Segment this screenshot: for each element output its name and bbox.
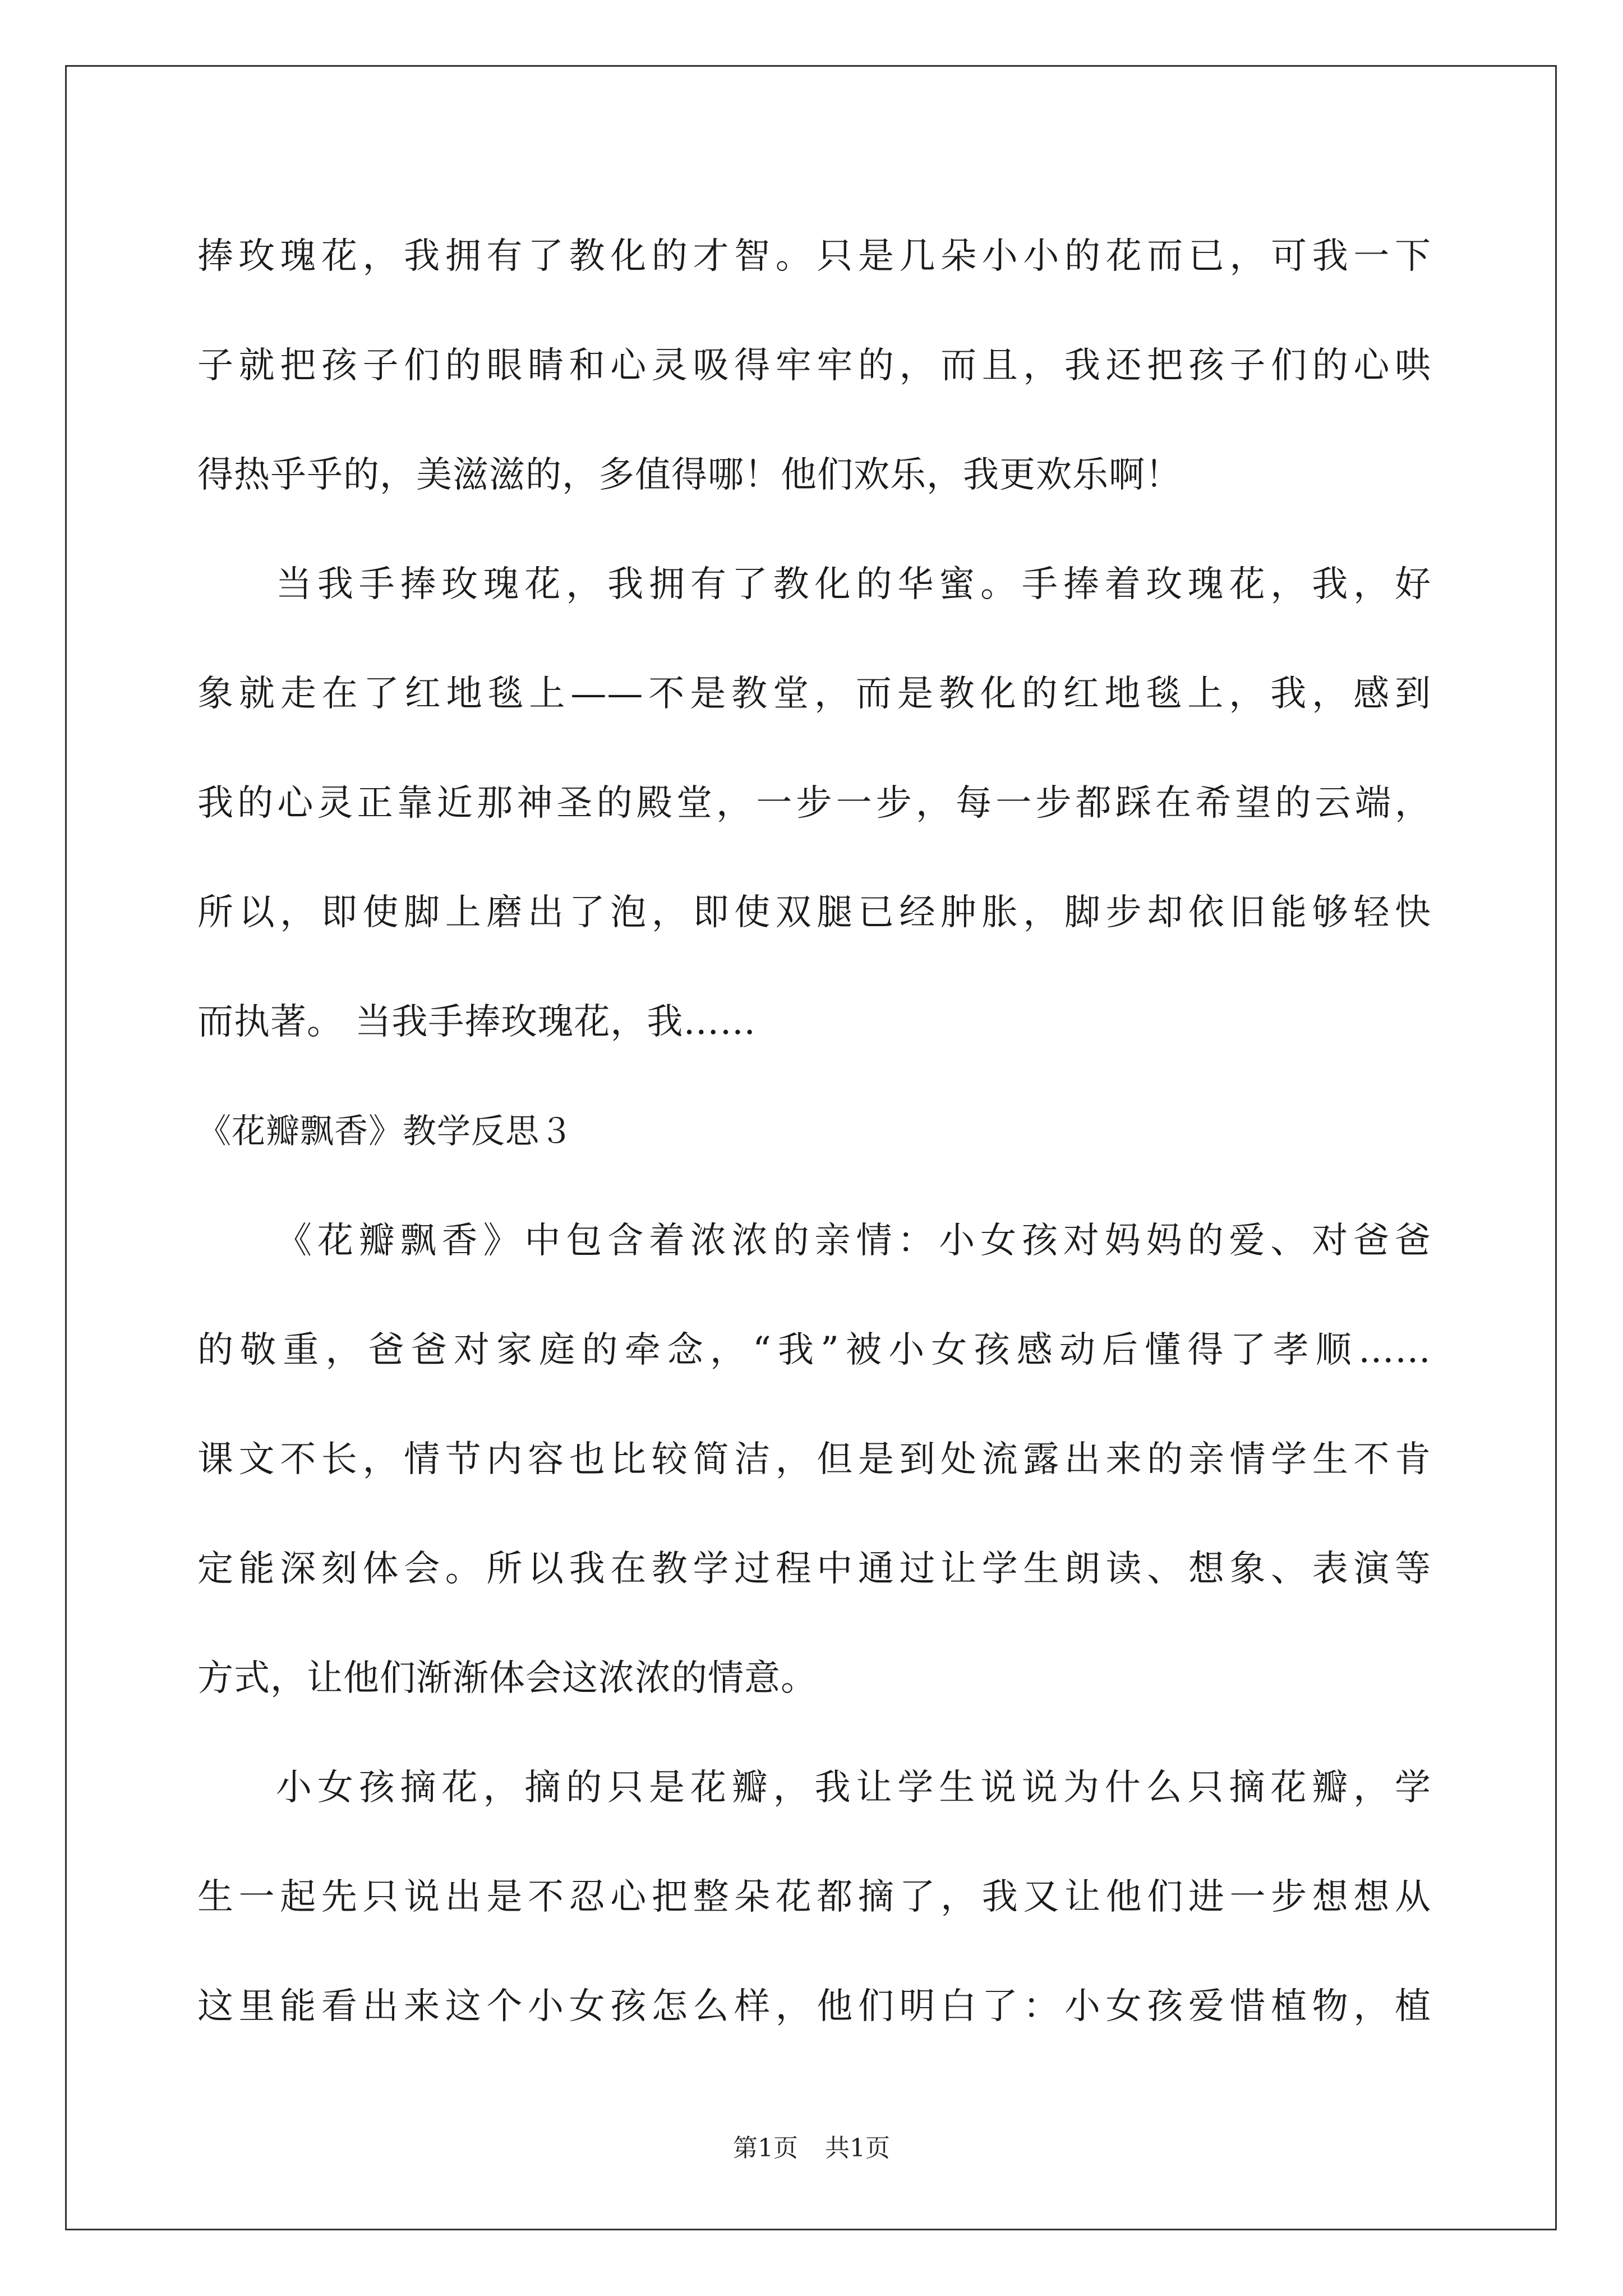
- text-line: 这里能看出来这个小女孩怎么样，他们明白了：小女孩爱惜植物，植: [197, 1986, 1431, 2027]
- page-number-current: 第1页: [733, 2134, 798, 2162]
- text-line: 得热乎乎的，美滋滋的，多值得哪！他们欢乐，我更欢乐啊！: [197, 454, 1182, 496]
- text-line: 定能深刻体会。所以我在教学过程中通过让学生朗读、想象、表演等: [197, 1548, 1431, 1590]
- text-line: 生一起先只说出是不忍心把整朵花都摘了，我又让他们进一步想想从: [197, 1876, 1431, 1918]
- text-line: 捧玫瑰花，我拥有了教化的才智。只是几朵小小的花而已，可我一下: [197, 236, 1431, 277]
- text-line: 而执著。 当我手捧玫瑰花，我……: [197, 1001, 757, 1043]
- text-line: 象就走在了红地毯上——不是教堂，而是教化的红地毯上，我，感到: [197, 673, 1431, 715]
- text-line: 课文不长，情节内容也比较简洁，但是到处流露出来的亲情学生不肯: [197, 1439, 1431, 1480]
- text-line: 我的心灵正靠近那神圣的殿堂，一步一步，每一步都踩在希望的云端，: [197, 783, 1431, 824]
- section-heading: 《花瓣飘香》教学反思３: [197, 1112, 574, 1151]
- text-line: 所以，即使脚上磨出了泡，即使双腿已经肿胀，脚步却依旧能够轻快: [197, 892, 1431, 933]
- document-body: [197, 202, 1431, 2062]
- page-number-total: 共1页: [825, 2134, 890, 2162]
- paragraph-start-line: 《花瓣飘香》中包含着浓浓的亲情：小女孩对妈妈的爱、对爸爸: [276, 1220, 1431, 1262]
- text-line: 的敬重，爸爸对家庭的牵念，“我”被小女孩感动后懂得了孝顺……: [197, 1329, 1431, 1371]
- text-line: 子就把孩子们的眼睛和心灵吸得牢牢的，而且，我还把孩子们的心哄: [197, 345, 1431, 386]
- paragraph-start-line: 小女孩摘花，摘的只是花瓣，我让学生说说为什么只摘花瓣，学: [276, 1767, 1431, 1809]
- text-line: 方式，让他们渐渐体会这浓浓的情意。: [197, 1658, 817, 1699]
- paragraph-start-line: 当我手捧玫瑰花，我拥有了教化的华蜜。手捧着玫瑰花，我，好: [276, 564, 1431, 605]
- page-footer: [0, 2132, 1623, 2165]
